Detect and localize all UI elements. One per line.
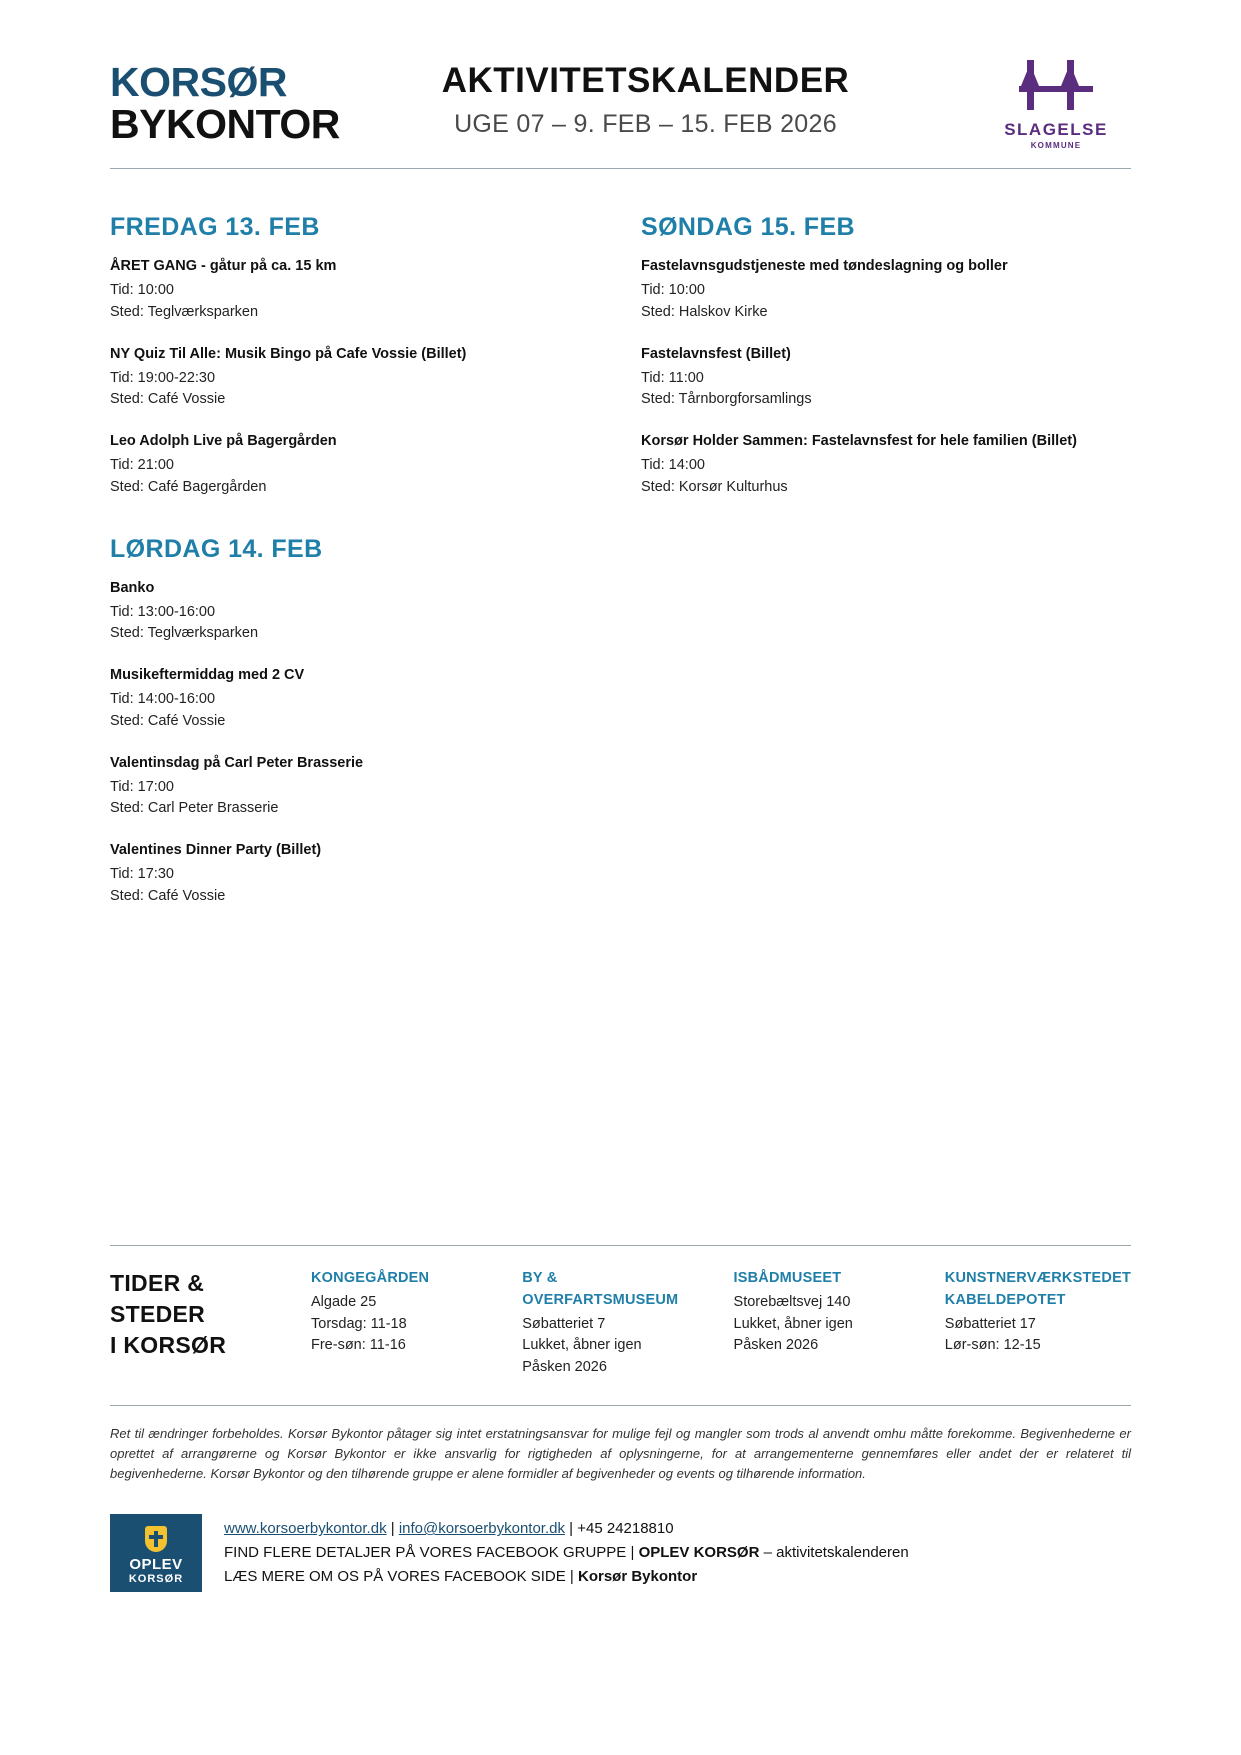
facebook-group-suffix: – aktivitetskalenderen (763, 1544, 909, 1562)
event-place: Sted: Café Vossie (110, 887, 226, 904)
event-title: Valentinsdag på Carl Peter Brasserie (110, 754, 364, 771)
venue-item (734, 1268, 919, 1379)
event-time: Tid: 19:00-22:30 (110, 369, 216, 386)
venue-detail: Fre-søn: 11-16 (311, 1337, 406, 1354)
venue-detail: Søbatteriet 7 (522, 1315, 606, 1332)
venue-detail: Påsken 2026 (522, 1359, 607, 1375)
event-place: Sted: Café Bagergården (110, 478, 267, 495)
event-title: Valentines Dinner Party (Billet) (110, 842, 322, 859)
day-heading-friday: FREDAG 13. FEB (110, 213, 320, 241)
list-item (641, 431, 1126, 499)
footer-contact-bar (110, 1514, 1131, 1592)
event-time: Tid: 13:00-16:00 (110, 603, 216, 620)
venue-detail: Lukket, åbner igen (522, 1337, 642, 1354)
list-item (110, 665, 595, 733)
page-title: AKTIVITETSKALENDER (441, 61, 850, 101)
slagelse-kommune-logo (981, 56, 1131, 150)
event-title: Fastelavnsgudstjeneste med tøndeslagning og boller (641, 258, 1008, 274)
event-time: Tid: 14:00-16:00 (110, 691, 216, 708)
list-item (641, 344, 1126, 412)
facebook-page-name: Korsør Bykontor (578, 1568, 698, 1586)
disclaimer-text: Ret til ændringer forbeholdes. Korsør Bykontor påtager sig intet erstatningsansvar for mulige fejl og mangler som trods al anvendt omhu måtte forekomme. Begivenhederne er oprettet af arrangørerne og Korsør Bykontor er ikke ansvarlig for rigtigheden af oplysningerne, for at arrangementerne gennemføres eller andet der er relateret til begivenhederne. Korsør Bykontor og den tilhørende gruppe er alene formidler af begivenheder og events og tilhørende information. (110, 1425, 1131, 1482)
event-title: Korsør Holder Sammen: Fastelavnsfest for hele familien (Billet) (641, 433, 1077, 450)
badge-top-label: OPLEV (129, 1555, 183, 1573)
venues-label-line-2: STEDER (110, 1301, 206, 1328)
venue-name: BY & OVERFARTSMUSEUM (522, 1270, 679, 1308)
contact-line-3 (224, 1565, 909, 1589)
venue-detail: Lør-søn: 12-15 (944, 1337, 1041, 1354)
venue-detail: Algade 25 (311, 1293, 377, 1310)
event-place: Sted: Café Vossie (110, 391, 226, 408)
header-divider (110, 168, 1131, 169)
event-title: Musikeftermiddag med 2 CV (110, 667, 305, 684)
badge-bottom-label: KORSØR (128, 1572, 184, 1585)
website-link[interactable]: www.korsoerbykontor.dk (224, 1520, 387, 1538)
list-item (110, 344, 595, 412)
email-link[interactable]: info@korsoerbykontor.dk (398, 1520, 565, 1538)
list-item (641, 256, 1126, 324)
event-time: Tid: 10:00 (110, 282, 174, 299)
bridge-icon (1001, 56, 1111, 118)
venues-section-label (110, 1268, 285, 1379)
venue-name: KUNSTNERVÆRKSTEDET KABELDEPOTET (944, 1270, 1132, 1308)
contact-info (224, 1517, 909, 1589)
venue-item (945, 1268, 1131, 1379)
venue-detail: Søbatteriet 17 (944, 1315, 1036, 1332)
contact-line-1 (224, 1517, 909, 1541)
facebook-page-text: LÆS MERE OM OS PÅ VORES FACEBOOK SIDE (224, 1568, 566, 1586)
phone-number: +45 24218810 (577, 1520, 674, 1538)
list-item (110, 578, 595, 646)
event-title: Fastelavnsfest (Billet) (641, 345, 791, 362)
venue-item (522, 1268, 707, 1379)
events-columns (110, 213, 1131, 928)
list-item (110, 753, 595, 821)
shield-icon (145, 1526, 167, 1552)
venues-row (110, 1268, 1131, 1379)
logo-line-2: BYKONTOR (110, 101, 340, 147)
municipality-subtitle: KOMMUNE (1030, 141, 1082, 150)
event-place: Sted: Korsør Kulturhus (641, 478, 788, 495)
logo-line-1: KORSØR (110, 58, 287, 105)
municipality-name: SLAGELSE (1004, 120, 1108, 139)
event-time: Tid: 17:30 (110, 866, 174, 883)
event-title: Banko (110, 579, 155, 596)
event-place: Sted: Café Vossie (110, 712, 226, 729)
event-time: Tid: 21:00 (110, 457, 174, 474)
venue-detail: Torsdag: 11-18 (311, 1315, 407, 1332)
separator-2: | (569, 1520, 574, 1538)
oplev-korsoer-badge (110, 1514, 202, 1592)
separator-3: | (630, 1544, 635, 1562)
events-column-left (110, 213, 595, 928)
venues-label-line-3: I KORSØR (110, 1332, 227, 1359)
event-title: ÅRET GANG - gåtur på ca. 15 km (110, 258, 337, 274)
event-place: Sted: Carl Peter Brasserie (110, 800, 279, 817)
korsoer-bykontor-logo (110, 58, 340, 147)
event-title: Leo Adolph Live på Bagergården (110, 433, 337, 450)
event-place: Sted: Tårnborgforsamlings (641, 391, 812, 408)
list-item (110, 840, 595, 908)
separator-1: | (390, 1520, 395, 1538)
day-heading-sunday: SØNDAG 15. FEB (641, 213, 855, 241)
venues-label-line-1: TIDER & (110, 1270, 205, 1296)
facebook-group-name: OPLEV KORSØR (638, 1544, 760, 1562)
venue-detail: Lukket, åbner igen (733, 1315, 853, 1332)
venues-section (110, 1245, 1131, 1592)
events-column-right (641, 213, 1126, 928)
header-title-block (310, 61, 981, 144)
day-heading-saturday: LØRDAG 14. FEB (110, 534, 323, 563)
venues-divider-top (110, 1245, 1131, 1246)
venue-name: ISBÅDMUSEET (733, 1270, 842, 1286)
venue-item (311, 1268, 496, 1379)
event-title: NY Quiz Til Alle: Musik Bingo på Cafe Vossie (Billet) (110, 345, 467, 362)
event-place: Sted: Teglværksparken (110, 303, 259, 320)
event-place: Sted: Halskov Kirke (641, 303, 768, 320)
venues-divider-bottom (110, 1405, 1131, 1406)
separator-4: | (569, 1568, 574, 1586)
venue-detail: Storebæltsvej 140 (733, 1293, 851, 1310)
list-item (110, 431, 595, 499)
list-item (110, 256, 595, 324)
event-place: Sted: Teglværksparken (110, 625, 259, 642)
event-time: Tid: 10:00 (641, 282, 705, 299)
venue-name: KONGEGÅRDEN (311, 1270, 430, 1286)
facebook-group-text: FIND FLERE DETALJER PÅ VORES FACEBOOK GRUPPE (224, 1544, 627, 1562)
page-subtitle: UGE 07 – 9. FEB – 15. FEB 2026 (454, 109, 837, 138)
event-time: Tid: 17:00 (110, 778, 174, 795)
contact-line-2 (224, 1541, 909, 1565)
event-time: Tid: 14:00 (641, 457, 705, 474)
page-header (110, 56, 1131, 160)
event-time: Tid: 11:00 (641, 369, 704, 386)
venue-detail: Påsken 2026 (733, 1337, 819, 1354)
